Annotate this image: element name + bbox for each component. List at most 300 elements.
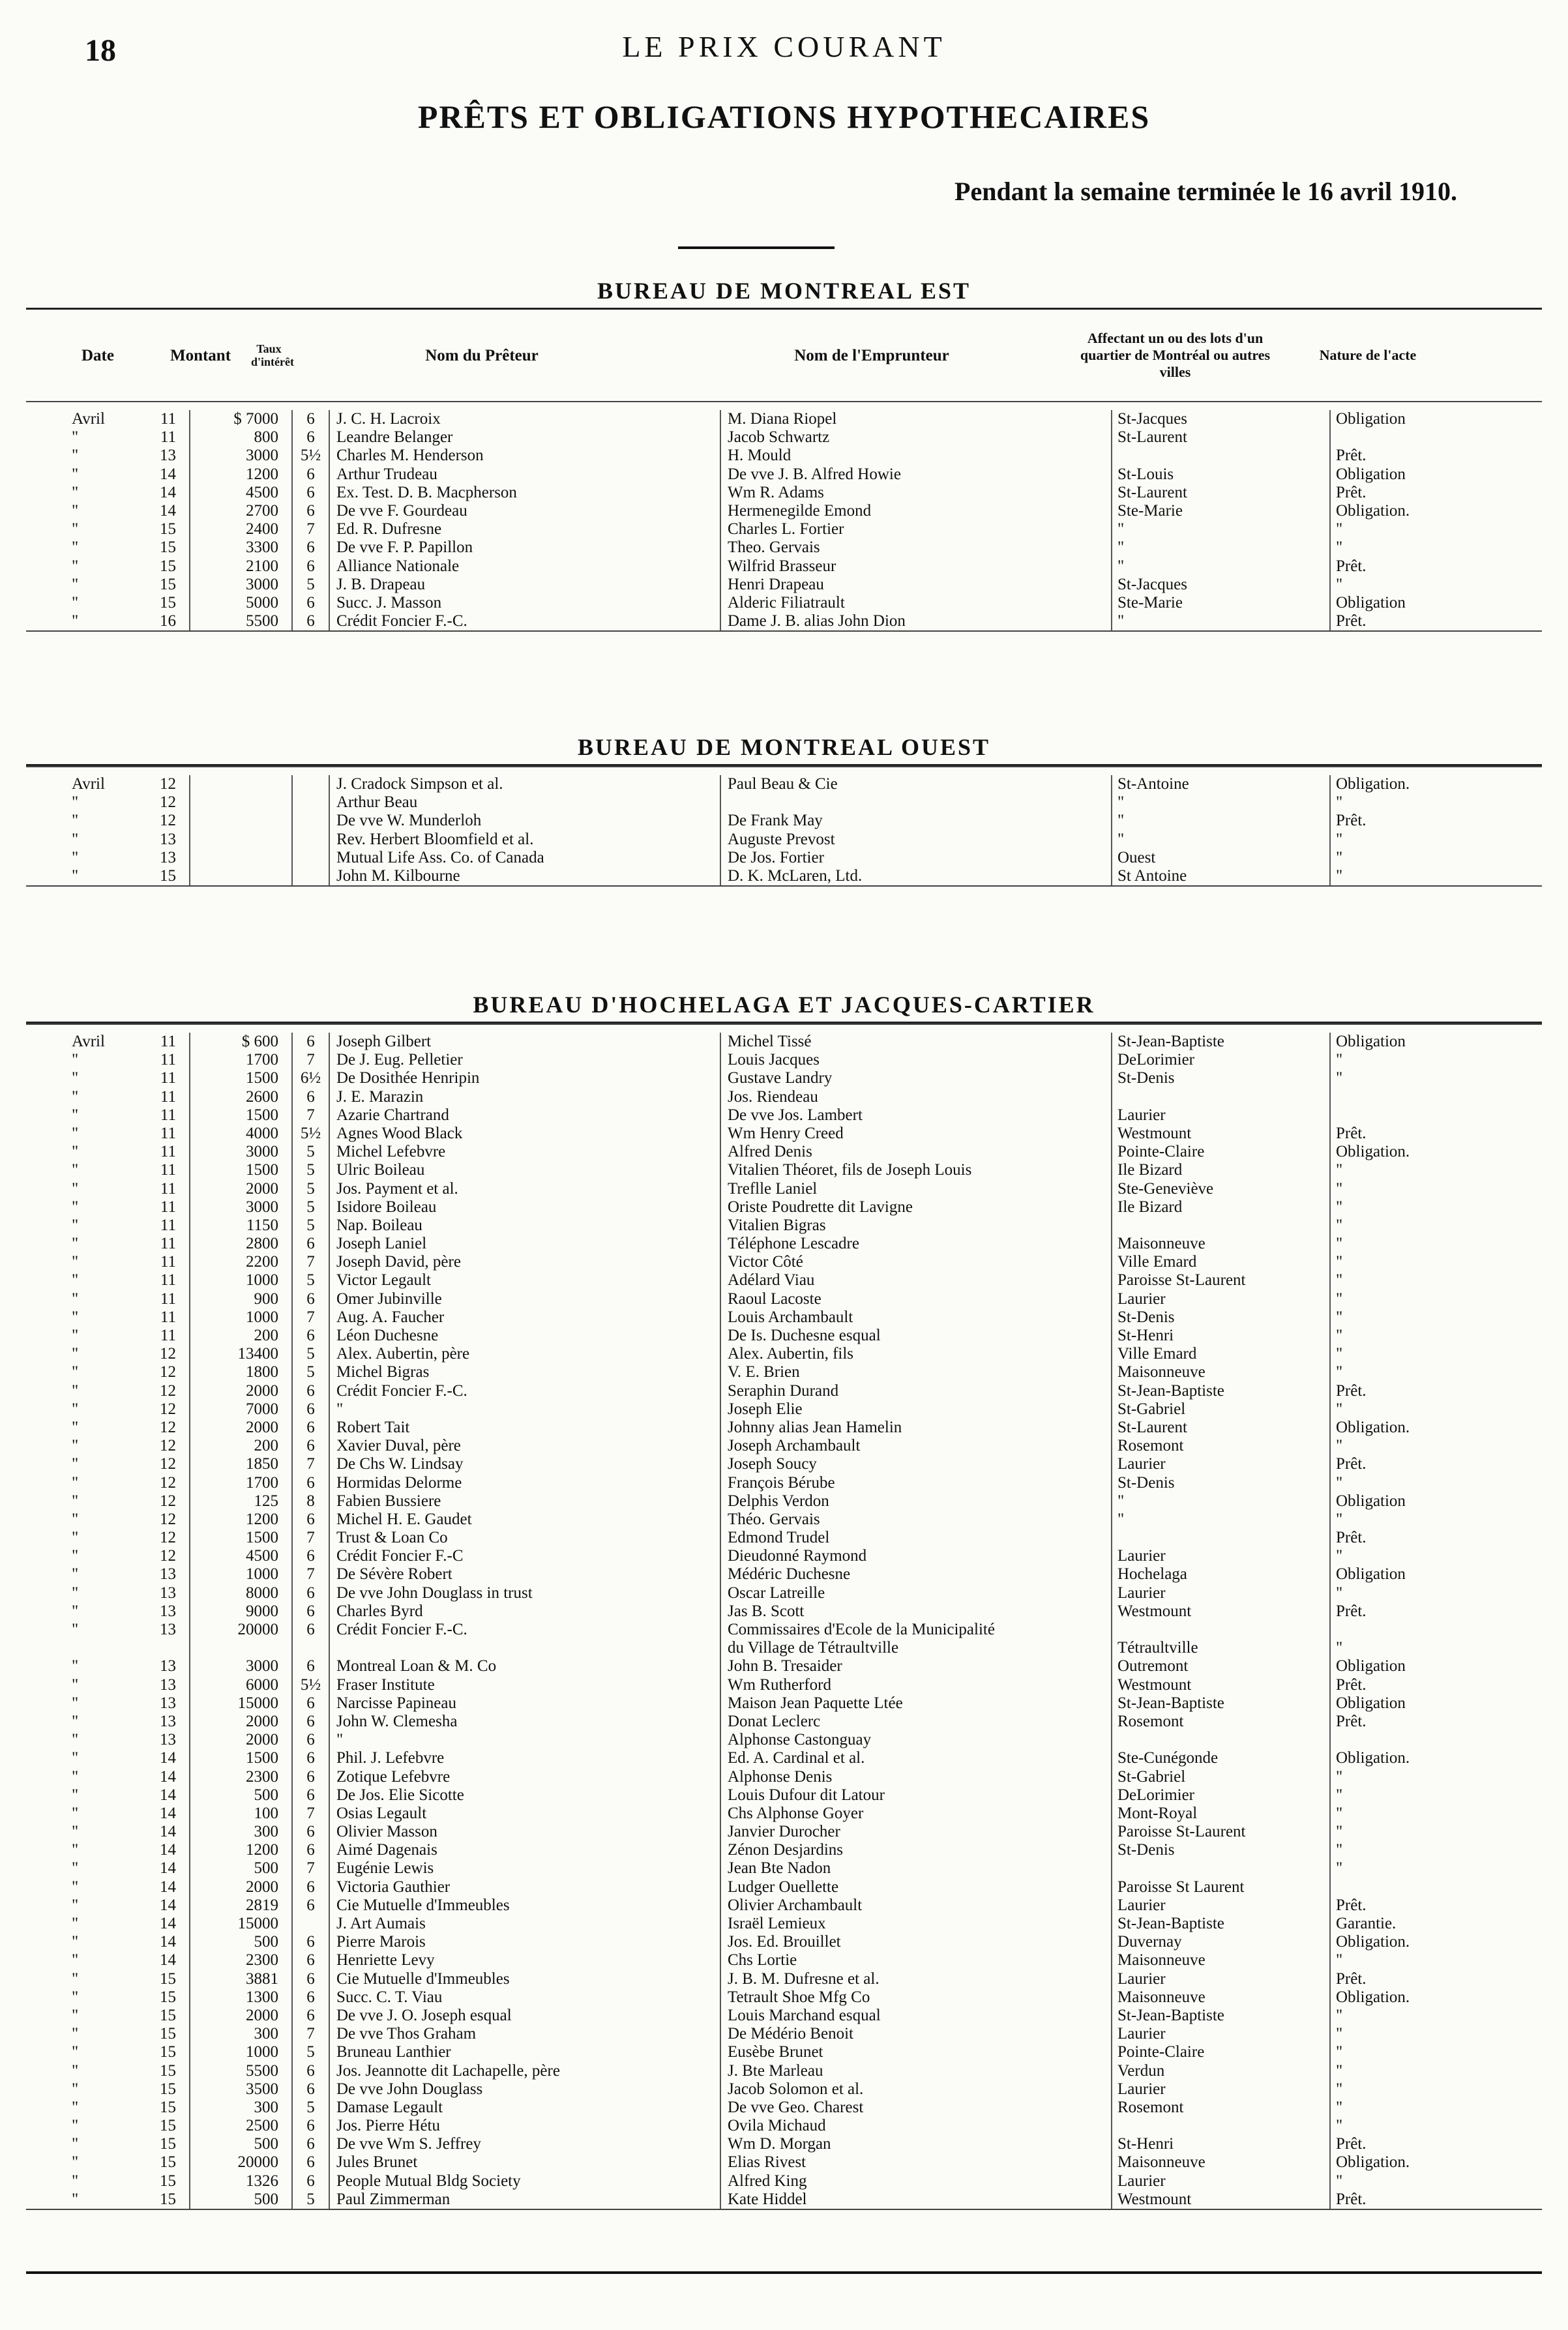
cell-rate: 6 xyxy=(291,2080,329,2099)
cell-amount: 1000 xyxy=(189,1271,291,1290)
cell-borrower: Wm D. Morgan xyxy=(720,2135,1111,2153)
cell-location: " xyxy=(1111,612,1329,630)
cell-borrower: Alfred King xyxy=(720,2172,1111,2190)
cell-lender: Joseph David, père xyxy=(329,1253,720,1271)
cell-rate xyxy=(291,775,329,793)
cell-month: " xyxy=(72,1492,79,1510)
cell-location: St-Jean-Baptiste xyxy=(1111,2007,1329,2025)
cell-borrower: Auguste Prevost xyxy=(720,831,1111,849)
cell-rate: 6 xyxy=(291,557,329,576)
cell-borrower: Médéric Duchesne xyxy=(720,1565,1111,1584)
cell-amount: 900 xyxy=(189,1290,291,1308)
cell-borrower: Treflle Laniel xyxy=(720,1180,1111,1198)
cell-day: 11 xyxy=(160,428,176,447)
cell-location: Ste-Marie xyxy=(1111,594,1329,612)
table-row xyxy=(0,2190,1568,2209)
cell-borrower: Ovila Michaud xyxy=(720,2117,1111,2135)
cell-nature: " xyxy=(1329,1235,1499,1253)
cell-borrower: Wm Rutherford xyxy=(720,1676,1111,1694)
cell-nature: " xyxy=(1329,1841,1499,1859)
cell-lender: Xavier Duval, père xyxy=(329,1437,720,1455)
cell-month: " xyxy=(72,1290,79,1308)
cell-rate: 6 xyxy=(291,502,329,520)
cell-rate: 6 xyxy=(291,1584,329,1602)
cell-location: St-Denis xyxy=(1111,1474,1329,1492)
cell-month: " xyxy=(72,1400,79,1418)
cell-month: " xyxy=(72,1804,79,1822)
cell-day: 11 xyxy=(160,1069,176,1087)
cell-nature: " xyxy=(1329,2062,1499,2080)
cell-location: Westmount xyxy=(1111,1602,1329,1621)
cell-lender: J. B. Drapeau xyxy=(329,576,720,594)
cell-nature: Prêt. xyxy=(1329,2190,1499,2209)
table-row xyxy=(0,1033,1568,1051)
cell-borrower: Dieudonné Raymond xyxy=(720,1547,1111,1565)
cell-location: " xyxy=(1111,557,1329,576)
cell-borrower: Joseph Archambault xyxy=(720,1437,1111,1455)
cell-lender: Michel Lefebvre xyxy=(329,1143,720,1161)
table-row xyxy=(0,1970,1568,1988)
cell-rate: 7 xyxy=(291,1253,329,1271)
cell-day: 12 xyxy=(160,1473,176,1492)
cell-borrower: Tetrault Shoe Mfg Co xyxy=(720,1988,1111,2007)
cell-lender: Succ. C. T. Viau xyxy=(329,1988,720,2007)
cell-location: St-Denis xyxy=(1111,1841,1329,1859)
cell-nature: Obligation xyxy=(1329,1694,1499,1713)
cell-day: 15 xyxy=(160,520,176,538)
cell-nature: " xyxy=(1329,1547,1499,1565)
cell-rate: 6 xyxy=(291,1400,329,1419)
cell-borrower: Olivier Archambault xyxy=(720,1896,1111,1915)
cell-month: " xyxy=(72,1675,79,1694)
cell-rate: 6 xyxy=(291,1511,329,1529)
cell-month: Avril xyxy=(72,775,105,793)
cell-location xyxy=(1111,1859,1329,1878)
cell-nature: Obligation xyxy=(1329,1657,1499,1675)
page-title: PRÊTS ET OBLIGATIONS HYPOTHECAIRES xyxy=(417,98,1151,135)
cell-lender: De vve John Douglass in trust xyxy=(329,1584,720,1602)
cell-amount: 3881 xyxy=(189,1970,291,1988)
cell-amount: 500 xyxy=(189,2135,291,2153)
page-number: 18 xyxy=(85,33,116,68)
cell-nature: " xyxy=(1329,1823,1499,1841)
cell-borrower: Wm Henry Creed xyxy=(720,1125,1111,1143)
cell-month: " xyxy=(72,1969,79,1988)
cell-nature: " xyxy=(1329,538,1499,557)
cell-amount xyxy=(189,831,291,849)
cell-nature: " xyxy=(1329,1271,1499,1290)
cell-amount: 1500 xyxy=(189,1069,291,1087)
cell-month: " xyxy=(72,1198,79,1216)
cell-location: Laurier xyxy=(1111,1290,1329,1308)
cell-borrower: Ludger Ouellette xyxy=(720,1878,1111,1896)
table-row xyxy=(0,1896,1568,1915)
cell-day: 15 xyxy=(160,2098,176,2116)
cell-rate xyxy=(291,793,329,812)
cell-month: " xyxy=(72,2080,79,2098)
cell-lender: Nap. Boileau xyxy=(329,1217,720,1235)
cell-location: Pointe-Claire xyxy=(1111,2043,1329,2061)
cell-lender: De vve F. Gourdeau xyxy=(329,502,720,520)
cell-amount: 1500 xyxy=(189,1749,291,1767)
cell-amount: 2000 xyxy=(189,1180,291,1198)
cell-amount: 2800 xyxy=(189,1235,291,1253)
cell-amount: 500 xyxy=(189,2190,291,2209)
cell-borrower: J. B. M. Dufresne et al. xyxy=(720,1970,1111,1988)
cell-borrower: Vitalien Bigras xyxy=(720,1217,1111,1235)
cell-amount: 2700 xyxy=(189,502,291,520)
cell-nature: Prêt. xyxy=(1329,1896,1499,1915)
cell-rate: 6 xyxy=(291,1694,329,1713)
column-header-taux: Taux d'intérêt xyxy=(251,342,294,368)
cell-rate: 5 xyxy=(291,576,329,594)
cell-day: 13 xyxy=(160,1565,176,1584)
cell-lender: De vve John Douglass xyxy=(329,2080,720,2099)
cell-nature: Obligation xyxy=(1329,1033,1499,1051)
cell-month: " xyxy=(72,2061,79,2080)
cell-amount xyxy=(189,1639,291,1657)
cell-amount: 2600 xyxy=(189,1088,291,1106)
cell-amount xyxy=(189,867,291,885)
cell-day: 15 xyxy=(160,2043,176,2061)
cell-day: 11 xyxy=(160,1198,176,1216)
cell-nature: " xyxy=(1329,2099,1499,2117)
table-row xyxy=(0,2025,1568,2043)
cell-lender: Fraser Institute xyxy=(329,1676,720,1694)
cell-lender: Olivier Masson xyxy=(329,1823,720,1841)
cell-lender: Henriette Levy xyxy=(329,1951,720,1969)
cell-nature: " xyxy=(1329,1951,1499,1969)
cell-amount: 15000 xyxy=(189,1694,291,1713)
cell-day: 14 xyxy=(160,1933,176,1951)
cell-month: " xyxy=(72,520,79,538)
cell-rate: 7 xyxy=(291,1106,329,1125)
cell-day: 13 xyxy=(160,1712,176,1730)
cell-nature: Garantie. xyxy=(1329,1915,1499,1933)
cell-lender: Paul Zimmerman xyxy=(329,2190,720,2209)
section-end-rule xyxy=(26,630,1542,632)
cell-borrower: Ed. A. Cardinal et al. xyxy=(720,1749,1111,1767)
cell-day: 12 xyxy=(160,1455,176,1473)
cell-month: " xyxy=(72,2117,79,2135)
cell-amount: 5500 xyxy=(189,2062,291,2080)
cell-location: Laurier xyxy=(1111,2025,1329,2043)
cell-borrower: Raoul Lacoste xyxy=(720,1290,1111,1308)
cell-location: St-Jean-Baptiste xyxy=(1111,1033,1329,1051)
cell-rate: 6 xyxy=(291,1657,329,1675)
cell-day: 13 xyxy=(160,1694,176,1712)
cell-location: Westmount xyxy=(1111,2190,1329,2209)
cell-nature: Prêt. xyxy=(1329,1455,1499,1473)
cell-location: Mont-Royal xyxy=(1111,1805,1329,1823)
cell-rate: 8 xyxy=(291,1492,329,1511)
table-row xyxy=(0,1511,1568,1529)
cell-nature: " xyxy=(1329,867,1499,885)
cell-day: 14 xyxy=(160,465,176,483)
column-header-affectant: Affectant un ou des lots d'un quartier de Montréal ou autres villes xyxy=(1080,330,1271,380)
cell-day: 12 xyxy=(160,1529,176,1547)
cell-location: Westmount xyxy=(1111,1676,1329,1694)
cell-day: 15 xyxy=(160,2080,176,2098)
cell-day: 13 xyxy=(160,1584,176,1602)
cell-lender: Agnes Wood Black xyxy=(329,1125,720,1143)
cell-day: 15 xyxy=(160,593,176,612)
cell-location: Paroisse St-Laurent xyxy=(1111,1271,1329,1290)
cell-nature: " xyxy=(1329,1786,1499,1805)
cell-location: St-Jacques xyxy=(1111,576,1329,594)
cell-amount: 8000 xyxy=(189,1584,291,1602)
cell-borrower: De Médério Benoit xyxy=(720,2025,1111,2043)
cell-day: 13 xyxy=(160,1621,176,1638)
cell-nature: Obligation. xyxy=(1329,2153,1499,2172)
cell-lender: Arthur Beau xyxy=(329,793,720,812)
cell-day: 15 xyxy=(160,2172,176,2190)
cell-month: " xyxy=(72,1106,79,1124)
section-montreal-ouest xyxy=(0,730,1568,887)
cell-location: Ste-Cunégonde xyxy=(1111,1749,1329,1767)
table-row xyxy=(0,1125,1568,1143)
cell-borrower: De Frank May xyxy=(720,812,1111,830)
cell-lender: Osias Legault xyxy=(329,1805,720,1823)
cell-lender: Michel H. E. Gaudet xyxy=(329,1511,720,1529)
cell-nature: " xyxy=(1329,2080,1499,2099)
cell-day: 14 xyxy=(160,1915,176,1932)
cell-location: Maisonneuve xyxy=(1111,1988,1329,2007)
cell-borrower: Gustave Landry xyxy=(720,1069,1111,1087)
cell-rate: 6 xyxy=(291,1749,329,1767)
cell-rate xyxy=(291,1639,329,1657)
table-row xyxy=(0,1676,1568,1694)
cell-day: 12 xyxy=(160,1437,176,1455)
cell-lender: Michel Bigras xyxy=(329,1363,720,1381)
cell-day: 14 xyxy=(160,483,176,501)
cell-lender xyxy=(329,1639,720,1657)
cell-nature: Obligation. xyxy=(1329,1749,1499,1767)
cell-rate: 6 xyxy=(291,1768,329,1786)
cell-borrower: Wm R. Adams xyxy=(720,484,1111,502)
cell-rate: 7 xyxy=(291,1565,329,1584)
cell-nature: Prêt. xyxy=(1329,484,1499,502)
cell-month: " xyxy=(72,1437,79,1455)
cell-location: St-Laurent xyxy=(1111,1419,1329,1437)
cell-location: DeLorimier xyxy=(1111,1786,1329,1805)
cell-rate: 6 xyxy=(291,465,329,484)
cell-month: " xyxy=(72,1069,79,1087)
cell-amount: 125 xyxy=(189,1492,291,1511)
cell-day: 11 xyxy=(160,1087,176,1106)
cell-location: St-Jean-Baptiste xyxy=(1111,1694,1329,1713)
table-row xyxy=(0,1327,1568,1345)
cell-lender: De vve Wm S. Jeffrey xyxy=(329,2135,720,2153)
table-row xyxy=(0,1951,1568,1969)
table-row xyxy=(0,1786,1568,1805)
cell-location: Maisonneuve xyxy=(1111,1363,1329,1381)
cell-lender: Joseph Gilbert xyxy=(329,1033,720,1051)
cell-borrower: François Bérube xyxy=(720,1474,1111,1492)
cell-borrower: Alex. Aubertin, fils xyxy=(720,1345,1111,1363)
cell-amount: 3300 xyxy=(189,538,291,557)
cell-day: 14 xyxy=(160,1951,176,1969)
cell-nature: " xyxy=(1329,1180,1499,1198)
cell-borrower: Chs Lortie xyxy=(720,1951,1111,1969)
cell-amount: 1200 xyxy=(189,465,291,484)
cell-month: " xyxy=(72,1694,79,1712)
cell-rate: 6 xyxy=(291,2062,329,2080)
cell-nature: Obligation. xyxy=(1329,775,1499,793)
cell-rate: 6 xyxy=(291,2153,329,2172)
cell-rate: 5½ xyxy=(291,1125,329,1143)
cell-rate: 7 xyxy=(291,520,329,538)
cell-amount xyxy=(189,775,291,793)
cell-month: " xyxy=(72,2025,79,2043)
cell-borrower: Alfred Denis xyxy=(720,1143,1111,1161)
cell-location: " xyxy=(1111,831,1329,849)
cell-lender: Cie Mutuelle d'Immeubles xyxy=(329,1896,720,1915)
cell-day: 13 xyxy=(160,830,176,848)
cell-amount: 20000 xyxy=(189,2153,291,2172)
cell-month: " xyxy=(72,1933,79,1951)
cell-lender: Arthur Trudeau xyxy=(329,465,720,484)
cell-rate: 6 xyxy=(291,484,329,502)
cell-month: " xyxy=(72,447,79,465)
cell-rate: 6 xyxy=(291,1088,329,1106)
cell-nature: " xyxy=(1329,849,1499,867)
cell-day: 11 xyxy=(160,1033,176,1050)
table-row xyxy=(0,1143,1568,1161)
cell-month: " xyxy=(72,1951,79,1969)
cell-rate: 6 xyxy=(291,1327,329,1345)
cell-amount: 1000 xyxy=(189,2043,291,2061)
cell-rate: 7 xyxy=(291,1308,329,1327)
cell-lender: People Mutual Bldg Society xyxy=(329,2172,720,2190)
cell-month: " xyxy=(72,612,79,630)
column-header-row xyxy=(0,310,1568,401)
table-row xyxy=(0,1713,1568,1731)
cell-day: 11 xyxy=(160,1308,176,1326)
cell-location: Paroisse St Laurent xyxy=(1111,1878,1329,1896)
cell-borrower: Paul Beau & Cie xyxy=(720,775,1111,793)
cell-amount: 4500 xyxy=(189,484,291,502)
cell-rate: 6 xyxy=(291,1823,329,1841)
cell-nature: " xyxy=(1329,2172,1499,2190)
cell-location: Laurier xyxy=(1111,1455,1329,1473)
cell-lender: Alliance Nationale xyxy=(329,557,720,576)
cell-location: St-Antoine xyxy=(1111,775,1329,793)
cell-month: " xyxy=(72,428,79,447)
table-row xyxy=(0,1878,1568,1896)
cell-rate: 6 xyxy=(291,1382,329,1400)
cell-amount: $ 600 xyxy=(189,1033,291,1051)
cell-lender: De Jos. Elie Sicotte xyxy=(329,1786,720,1805)
table-row xyxy=(0,1308,1568,1327)
cell-day: 15 xyxy=(160,2153,176,2172)
cell-month: " xyxy=(72,1988,79,2006)
cell-rate: 6 xyxy=(291,2135,329,2153)
table-row xyxy=(0,484,1568,502)
cell-rate: 6 xyxy=(291,594,329,612)
table-row xyxy=(0,502,1568,520)
cell-month: " xyxy=(72,1712,79,1730)
cell-rate xyxy=(291,831,329,849)
cell-month: " xyxy=(72,1253,79,1271)
section-rows xyxy=(0,402,1568,630)
table-row xyxy=(0,1823,1568,1841)
cell-day: 15 xyxy=(160,2006,176,2024)
cell-lender: Ed. R. Dufresne xyxy=(329,520,720,538)
cell-borrower: De vve Jos. Lambert xyxy=(720,1106,1111,1125)
cell-rate xyxy=(291,849,329,867)
cell-borrower: Donat Leclerc xyxy=(720,1713,1111,1731)
cell-location: St-Jean-Baptiste xyxy=(1111,1915,1329,1933)
cell-nature: " xyxy=(1329,1161,1499,1179)
cell-nature: " xyxy=(1329,1437,1499,1455)
cell-nature: Prêt. xyxy=(1329,1529,1499,1547)
cell-amount: 5000 xyxy=(189,594,291,612)
cell-lender: " xyxy=(329,1400,720,1419)
cell-borrower: Delphis Verdon xyxy=(720,1492,1111,1511)
cell-rate: 6½ xyxy=(291,1069,329,1087)
cell-rate: 5 xyxy=(291,1345,329,1363)
cell-amount xyxy=(189,793,291,812)
cell-amount: 800 xyxy=(189,428,291,447)
cell-month: " xyxy=(72,1823,79,1841)
cell-month: " xyxy=(72,1363,79,1381)
cell-amount: $ 7000 xyxy=(189,410,291,428)
cell-rate: 5 xyxy=(291,1271,329,1290)
cell-rate: 6 xyxy=(291,1713,329,1731)
table-row xyxy=(0,1915,1568,1933)
cell-amount: 1800 xyxy=(189,1363,291,1381)
cell-borrower: D. K. McLaren, Ltd. xyxy=(720,867,1111,885)
cell-location: St-Gabriel xyxy=(1111,1400,1329,1419)
cell-day: 15 xyxy=(160,575,176,593)
cell-month: " xyxy=(72,1381,79,1400)
cell-day: 12 xyxy=(160,1492,176,1510)
cell-borrower: Michel Tissé xyxy=(720,1033,1111,1051)
table-row xyxy=(0,1933,1568,1951)
table-row xyxy=(0,557,1568,576)
table-row xyxy=(0,1639,1568,1657)
cell-borrower: Israël Lemieux xyxy=(720,1915,1111,1933)
cell-lender: De vve J. O. Joseph esqual xyxy=(329,2007,720,2025)
cell-location: Westmount xyxy=(1111,1125,1329,1143)
cell-rate: 6 xyxy=(291,1621,329,1639)
cell-lender: Victor Legault xyxy=(329,1271,720,1290)
cell-amount: 9000 xyxy=(189,1602,291,1621)
cell-amount xyxy=(189,812,291,830)
cell-day: 14 xyxy=(160,501,176,520)
cell-borrower: Théo. Gervais xyxy=(720,1511,1111,1529)
section-end-rule xyxy=(26,885,1542,887)
cell-rate: 5 xyxy=(291,1198,329,1217)
cell-location xyxy=(1111,1217,1329,1235)
cell-location: Laurier xyxy=(1111,1106,1329,1125)
cell-month: " xyxy=(72,1124,79,1142)
cell-amount: 1200 xyxy=(189,1841,291,1859)
cell-nature: Prêt. xyxy=(1329,612,1499,630)
cell-lender: Alex. Aubertin, père xyxy=(329,1345,720,1363)
cell-rate: 5 xyxy=(291,1217,329,1235)
cell-nature: Prêt. xyxy=(1329,1602,1499,1621)
cell-month: " xyxy=(72,1271,79,1290)
column-header-emprunteur: Nom de l'Emprunteur xyxy=(794,346,949,364)
cell-rate: 5 xyxy=(291,1161,329,1179)
column-header-montant: Montant xyxy=(170,346,231,364)
cell-rate: 6 xyxy=(291,1786,329,1805)
cell-nature: " xyxy=(1329,1345,1499,1363)
cell-borrower: Edmond Trudel xyxy=(720,1529,1111,1547)
cell-borrower: Commissaires d'Ecole de la Municipalité xyxy=(720,1621,1111,1639)
